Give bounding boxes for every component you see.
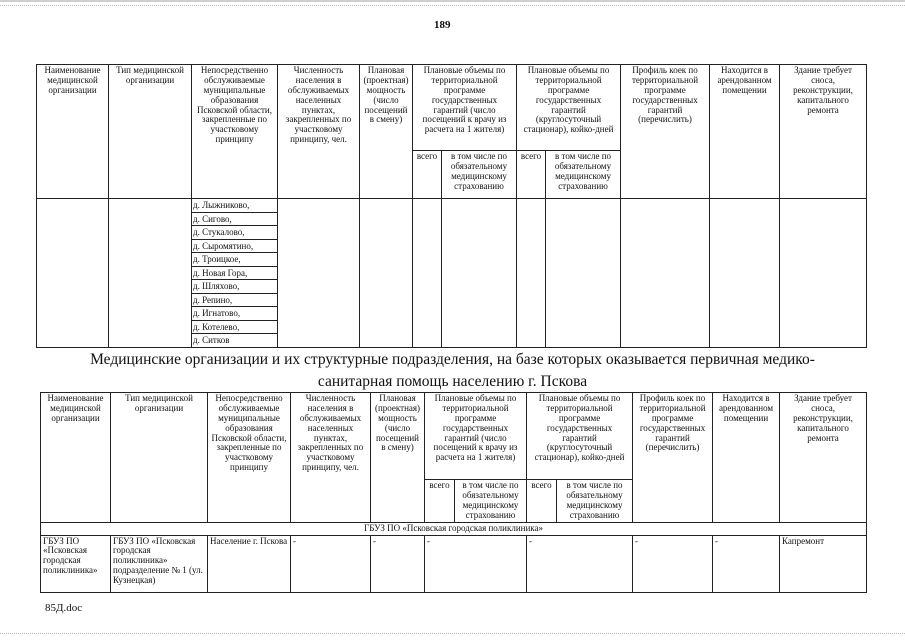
header-oms: в том числе по обязательному медицинскому страхованию [442, 151, 517, 199]
cell-empty [517, 199, 546, 348]
header-profile: Профиль коек по территориальной программе государственных гарантий (перечислить) [621, 65, 710, 199]
header-oms: в том числе по обязательному медицинскому страхованию [455, 480, 527, 523]
footer-filename: 85Д.doc [45, 602, 83, 614]
section-title-line1: Медицинские организации и их структурные подразделения, на базе которых оказывается первичная медико- [90, 351, 815, 368]
village-item: д. Сигово, [192, 213, 277, 227]
header-capacity: Плановая (проектная) мощность (число посещений в смену) [371, 393, 425, 523]
village-item: д. Троицкое, [192, 253, 277, 267]
row-repair: Капремонт [780, 535, 867, 592]
header-oms: в том числе по обязательному медицинскому страхованию [557, 480, 633, 523]
row-capacity: - [371, 535, 425, 592]
header-volume-beds: Плановые объемы по территориальной программе государственных гарантий (круглосуточный стационар), койко-дней [527, 393, 633, 480]
cell-empty [360, 199, 413, 348]
village-item: д. Котелево, [192, 321, 277, 335]
header-total: всего [425, 480, 455, 523]
header-population: Численность населения в обслуживаемых населенных пунктах, закрепленных по участковому принципу, чел. [278, 65, 360, 199]
cell-empty [546, 199, 621, 348]
header-capacity: Плановая (проектная) мощность (число посещений в смену) [360, 65, 413, 199]
header-name: Наименование медицинской организации [37, 65, 109, 199]
group-title: ГБУЗ ПО «Псковская городская поликлиника» [41, 522, 867, 535]
village-item: д. Репино, [192, 294, 277, 308]
row-type: ГБУЗ ПО «Псковская городская поликлиника» подразделение № 1 (ул. Кузнецкая) [111, 535, 208, 592]
header-total: всего [517, 151, 546, 199]
scan-bottom-edge [0, 633, 905, 635]
table-top [36, 64, 867, 348]
cell-empty [109, 199, 192, 348]
village-item: д. Стукалово, [192, 226, 277, 240]
header-rented: Находится в арендованном помещении [710, 65, 780, 199]
cell-empty [413, 199, 442, 348]
village-item: д. Лыжниково, [192, 199, 277, 213]
row-name: ГБУЗ ПО «Псковская городская поликлиника» [41, 535, 111, 592]
row-profile: - [633, 535, 713, 592]
cell-empty [278, 199, 360, 348]
cell-empty [37, 199, 109, 348]
cell-empty [780, 199, 867, 348]
row-volume-visits: - [425, 535, 527, 592]
header-name: Наименование медицинской организации [41, 393, 111, 523]
section-title-line2: санитарная помощь населению г. Пскова [317, 373, 588, 390]
header-repair: Здание требует сноса, реконструкции, капитального ремонта [780, 65, 867, 199]
header-type: Тип медицинской организации [111, 393, 208, 523]
table-bottom [40, 392, 867, 593]
village-item: д. Новая Гора, [192, 267, 277, 281]
header-served: Непосредственно обслуживаемые муниципальные образования Псковской области, закрепленные по участковому принципу [192, 65, 278, 199]
cell-empty [710, 199, 780, 348]
header-total: всего [527, 480, 557, 523]
village-item: д. Сыромятино, [192, 240, 277, 254]
cell-empty [621, 199, 710, 348]
row-served: Население г. Пскова [208, 535, 291, 592]
header-total: всего [413, 151, 442, 199]
page-number: 189 [434, 19, 451, 31]
row-rented: - [713, 535, 780, 592]
scan-top-edge [0, 0, 905, 2]
header-volume-visits: Плановые объемы по территориальной программе государственных гарантий (число посещений к врачу из расчета на 1 жителя) [425, 393, 527, 480]
header-volume-beds: Плановые объемы по территориальной программе государственных гарантий (круглосуточный стационар), койко-дней [517, 65, 621, 151]
header-rented: Находится в арендованном помещении [713, 393, 780, 523]
village-item: д. Шляхово, [192, 280, 277, 294]
row-population: - [291, 535, 371, 592]
header-type: Тип медицинской организации [109, 65, 192, 199]
village-item: д. Игнатово, [192, 307, 277, 321]
header-oms: в том числе по обязательному медицинскому страхованию [546, 151, 621, 199]
scan-top-edge-dotted [0, 5, 905, 7]
header-volume-visits: Плановые объемы по территориальной программе государственных гарантий (число посещений к врачу из расчета на 1 жителя) [413, 65, 517, 151]
header-repair: Здание требует сноса, реконструкции, капитального ремонта [780, 393, 867, 523]
header-profile: Профиль коек по территориальной программе государственных гарантий (перечислить) [633, 393, 713, 523]
row-volume-beds: - [527, 535, 633, 592]
header-served: Непосредственно обслуживаемые муниципальные образования Псковской области, закрепленные по участковому принципу [208, 393, 291, 523]
header-population: Численность населения в обслуживаемых населенных пунктах, закрепленных по участковому принципу, чел. [291, 393, 371, 523]
village-list [192, 199, 278, 348]
village-item: д. Ситков [193, 335, 230, 345]
cell-empty [442, 199, 517, 348]
